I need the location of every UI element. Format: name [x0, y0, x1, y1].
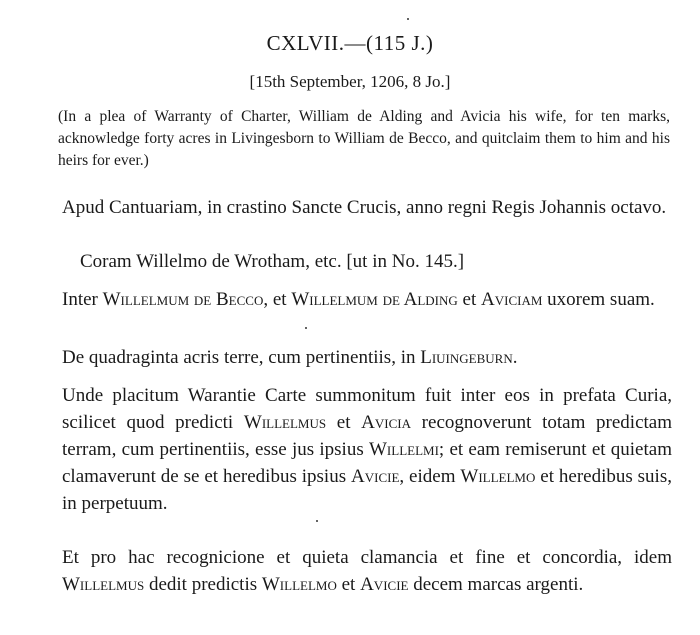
place-name: Liuingeburn	[420, 347, 513, 368]
text-fragment: .	[512, 347, 518, 368]
text-fragment: et	[457, 289, 481, 310]
text-fragment: recognoverunt totam predictam terram, cum pertinentiis, esse jus ipsius	[62, 412, 673, 460]
text-fragment: Et pro hac recognicione et quieta clamancia et fine et concordia, idem	[62, 547, 672, 568]
party-name: Willelmum de Becco	[102, 289, 264, 310]
speck-mark	[305, 327, 307, 329]
text-fragment: et heredibus suis, in perpetuum.	[62, 466, 672, 514]
paragraph-consideration	[62, 544, 672, 598]
party-name: Willelmo	[261, 574, 337, 595]
party-name: Willelmo	[460, 466, 536, 487]
text-fragment: uxorem suam.	[542, 289, 655, 310]
party-name: Willelmus	[62, 574, 145, 595]
paragraph-place-date: Apud Cantuariam, in crastino Sancte Crucis, anno regni Regis Johannis octavo.	[62, 197, 667, 218]
paragraph-justices: Coram Willelmo de Wrotham, etc. [ut in No. 145.]	[80, 251, 465, 272]
document-title: CXLVII.—(115 J.)	[266, 31, 434, 55]
party-name: Willelmi	[368, 439, 439, 460]
party-name: Willelmus	[243, 412, 327, 433]
paragraph-land	[62, 344, 672, 371]
paragraph-parties	[62, 286, 672, 313]
document-date: [15th September, 1206, 8 Jo.]	[249, 72, 451, 91]
text-fragment: Unde placitum Warantie Carte summonitum fuit inter eos in prefata Curia, scilicet quod predicti	[62, 385, 672, 433]
text-fragment: Inter	[62, 289, 103, 310]
text-fragment: decem marcas argenti.	[408, 574, 584, 595]
speck-mark	[316, 520, 318, 522]
text-fragment: ; et eam remiserunt et quietam clamaverunt de se et heredibus ipsius	[62, 439, 672, 487]
summary-paragraph: (In a plea of Warranty of Charter, William de Alding and Avicia his wife, for ten marks, acknowledge forty acres in Livingesborn to William de Becco, and quitclaim them to him and his heirs for ever.)	[58, 108, 670, 169]
text-fragment: et	[336, 574, 361, 595]
text-fragment: De quadraginta acris terre, cum pertinentiis, in	[62, 347, 421, 368]
party-name: Aviciam	[481, 289, 543, 310]
party-name: Avicie	[351, 466, 400, 487]
party-name: Avicia	[361, 412, 411, 433]
paragraph-plea	[62, 382, 672, 517]
party-name: Willelmum de Alding	[291, 289, 458, 310]
party-name: Avicie	[360, 574, 409, 595]
text-fragment: et	[326, 412, 362, 433]
text-fragment: , eidem	[399, 466, 461, 487]
speck-mark	[407, 18, 409, 20]
text-fragment: , et	[263, 289, 292, 310]
text-fragment: dedit predictis	[144, 574, 262, 595]
